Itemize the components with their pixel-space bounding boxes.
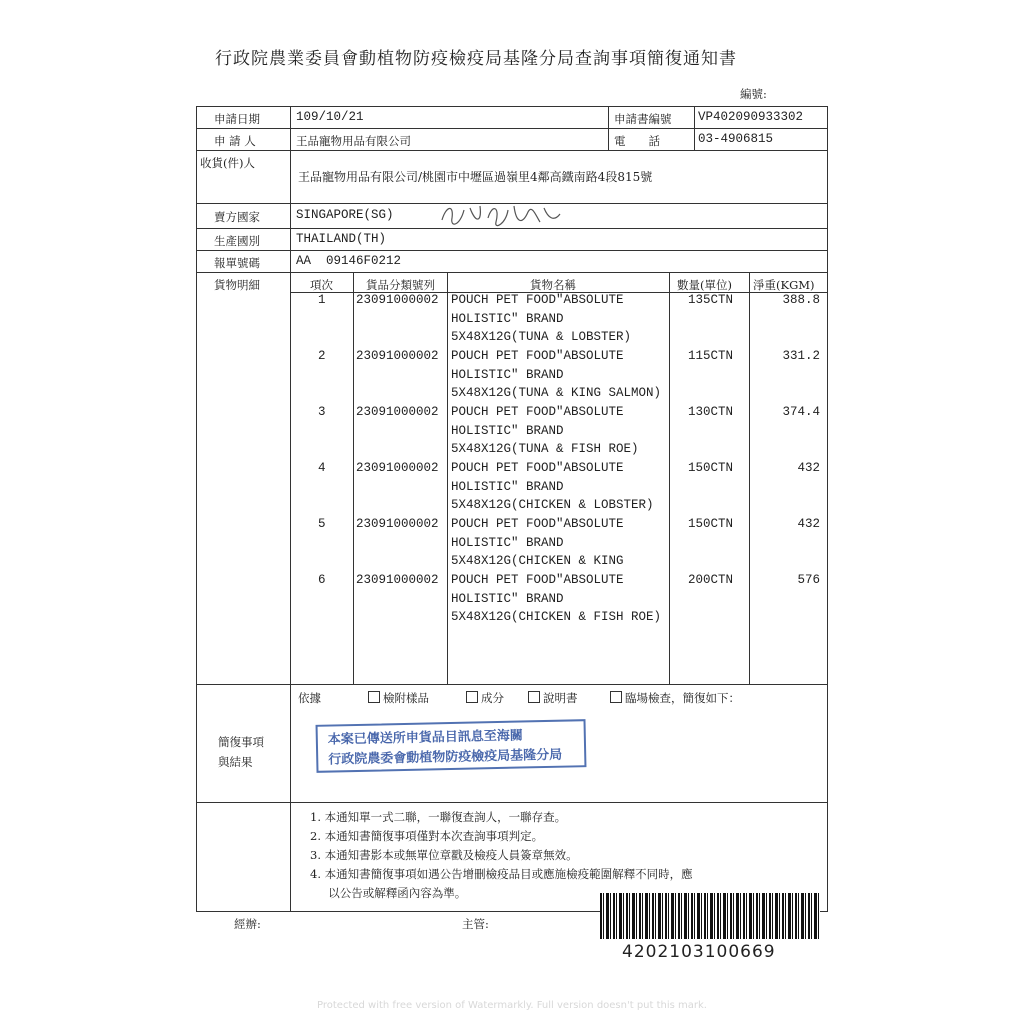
- basis-option-ingredient[interactable]: 成分: [466, 690, 504, 706]
- label-consignee: 收貨(件)人: [200, 156, 255, 170]
- checkbox[interactable]: [528, 691, 540, 703]
- item-no: 2: [318, 349, 326, 363]
- item-name-line: 5X48X12G(CHICKEN & LOBSTER): [451, 498, 654, 512]
- watermark-text: Protected with free version of Watermarkly. Full version doesn't put this mark.: [317, 1000, 707, 1011]
- header-name: 貨物名稱: [530, 278, 576, 292]
- supervisor-label: 主管:: [462, 917, 489, 931]
- item-qty: 135CTN: [688, 293, 734, 307]
- item-code: 23091000002: [356, 293, 439, 307]
- header-qty: 數量(單位): [677, 278, 732, 292]
- official-stamp: [316, 719, 587, 773]
- basis-label: 依據: [298, 691, 321, 705]
- label-applicant: 申 請 人: [214, 134, 256, 148]
- item-weight: 331.2: [782, 349, 820, 363]
- document-title: 行政院農業委員會動植物防疫檢疫局基隆分局查詢事項簡復通知書: [215, 49, 737, 69]
- item-name-line: POUCH PET FOOD"ABSOLUTE: [451, 517, 624, 531]
- item-name-line: POUCH PET FOOD"ABSOLUTE: [451, 293, 624, 307]
- item-qty: 150CTN: [688, 461, 734, 475]
- item-name-line: 5X48X12G(CHICKEN & KING: [451, 554, 624, 568]
- barcode-number: 4202103100669: [622, 942, 776, 962]
- item-name-line: HOLISTIC" BRAND: [451, 535, 564, 550]
- checkbox[interactable]: [610, 691, 622, 703]
- frame-left: [196, 106, 197, 912]
- item-name-line: 5X48X12G(TUNA & FISH ROE): [451, 442, 639, 456]
- label-declaration-no: 報單號碼: [214, 256, 260, 270]
- item-qty: 130CTN: [688, 405, 734, 419]
- col-line: [608, 106, 609, 150]
- note-5: 以公告或解釋函內容為準。: [310, 886, 467, 900]
- signature-scribble: [436, 196, 566, 236]
- label-apply-no: 申請書編號: [614, 112, 672, 126]
- item-weight: 432: [797, 517, 820, 531]
- col-line: [694, 106, 695, 150]
- col-line: [447, 272, 448, 684]
- value-seller-country: SINGAPORE(SG): [296, 208, 394, 222]
- header-weight: 淨重(KGM): [753, 278, 815, 292]
- item-name-line: POUCH PET FOOD"ABSOLUTE: [451, 349, 624, 363]
- handler-label: 經辦:: [234, 917, 261, 931]
- value-origin: THAILAND(TH): [296, 232, 387, 246]
- item-no: 1: [318, 293, 326, 307]
- value-phone: 03-4906815: [698, 132, 774, 146]
- item-name-line: POUCH PET FOOD"ABSOLUTE: [451, 461, 624, 475]
- col-line: [749, 272, 750, 684]
- item-no: 6: [318, 573, 326, 587]
- col-line: [353, 272, 354, 684]
- label-phone: 電 話: [614, 134, 660, 148]
- item-name-line: HOLISTIC" BRAND: [451, 367, 564, 382]
- value-apply-date: 109/10/21: [296, 110, 364, 124]
- value-consignee: 王品寵物用品有限公司/桃園市中壢區過嶺里4鄰高鐵南路4段815號: [298, 170, 653, 184]
- item-code: 23091000002: [356, 461, 439, 475]
- checkbox[interactable]: [466, 691, 478, 703]
- item-name-line: 5X48X12G(TUNA & LOBSTER): [451, 330, 632, 344]
- value-declaration-no: AA 09146F0212: [296, 254, 402, 268]
- item-name-line: 5X48X12G(CHICKEN & FISH ROE): [451, 610, 662, 624]
- label-origin: 生產國別: [214, 234, 260, 248]
- header-code: 貨品分類號列: [366, 278, 435, 292]
- item-weight: 432: [797, 461, 820, 475]
- item-weight: 576: [797, 573, 820, 587]
- note-4: 4. 本通知書簡復事項如遇公告增刪檢疫品目或應施檢疫範圍解釋不同時，應: [310, 867, 693, 881]
- item-qty: 115CTN: [688, 349, 734, 363]
- note-3: 3. 本通知書影本或無單位章戳及檢疫人員簽章無效。: [310, 848, 578, 862]
- label-goods-detail: 貨物明細: [214, 278, 260, 292]
- col-line: [669, 272, 670, 684]
- item-code: 23091000002: [356, 573, 439, 587]
- item-no: 5: [318, 517, 326, 531]
- item-code: 23091000002: [356, 349, 439, 363]
- item-qty: 200CTN: [688, 573, 734, 587]
- item-no: 4: [318, 461, 326, 475]
- item-code: 23091000002: [356, 405, 439, 419]
- barcode: [600, 893, 820, 939]
- basis-option-inspection[interactable]: 臨場檢查，簡復如下：: [610, 690, 740, 706]
- notes: [310, 808, 693, 903]
- item-qty: 150CTN: [688, 517, 734, 531]
- item-weight: 388.8: [782, 293, 820, 307]
- item-name-line: HOLISTIC" BRAND: [451, 311, 564, 326]
- stamp-line-1: 本案已傳送所申貨品目訊息至海關: [327, 728, 523, 748]
- checkbox[interactable]: [368, 691, 380, 703]
- item-name-line: POUCH PET FOOD"ABSOLUTE: [451, 405, 624, 419]
- item-no: 3: [318, 405, 326, 419]
- value-apply-no: VP402090933302: [698, 110, 804, 124]
- stamp-line-2: 行政院農委會動植物防疫檢疫局基隆分局: [328, 747, 563, 768]
- label-seller-country: 賣方國家: [214, 210, 260, 224]
- item-name-line: HOLISTIC" BRAND: [451, 423, 564, 438]
- basis-option-manual[interactable]: 說明書: [528, 690, 578, 706]
- label-apply-date: 申請日期: [214, 112, 260, 126]
- label-divider: [290, 106, 291, 912]
- basis-option-sample[interactable]: 檢附樣品: [368, 690, 429, 706]
- value-applicant: 王品寵物用品有限公司: [296, 134, 411, 148]
- header-item-no: 項次: [310, 278, 333, 292]
- note-1: 1. 本通知單一式二聯，一聯復查詢人，一聯存查。: [310, 810, 567, 824]
- note-2: 2. 本通知書簡復事項僅對本次查詢事項判定。: [310, 829, 544, 843]
- frame-right: [827, 106, 828, 912]
- item-name-line: POUCH PET FOOD"ABSOLUTE: [451, 573, 624, 587]
- label-reply: 簡復事項 與結果: [218, 735, 264, 769]
- item-name-line: 5X48X12G(TUNA & KING SALMON): [451, 386, 662, 400]
- item-weight: 374.4: [782, 405, 820, 419]
- serial-label: 編號:: [740, 87, 767, 101]
- item-code: 23091000002: [356, 517, 439, 531]
- item-name-line: HOLISTIC" BRAND: [451, 479, 564, 494]
- item-name-line: HOLISTIC" BRAND: [451, 591, 564, 606]
